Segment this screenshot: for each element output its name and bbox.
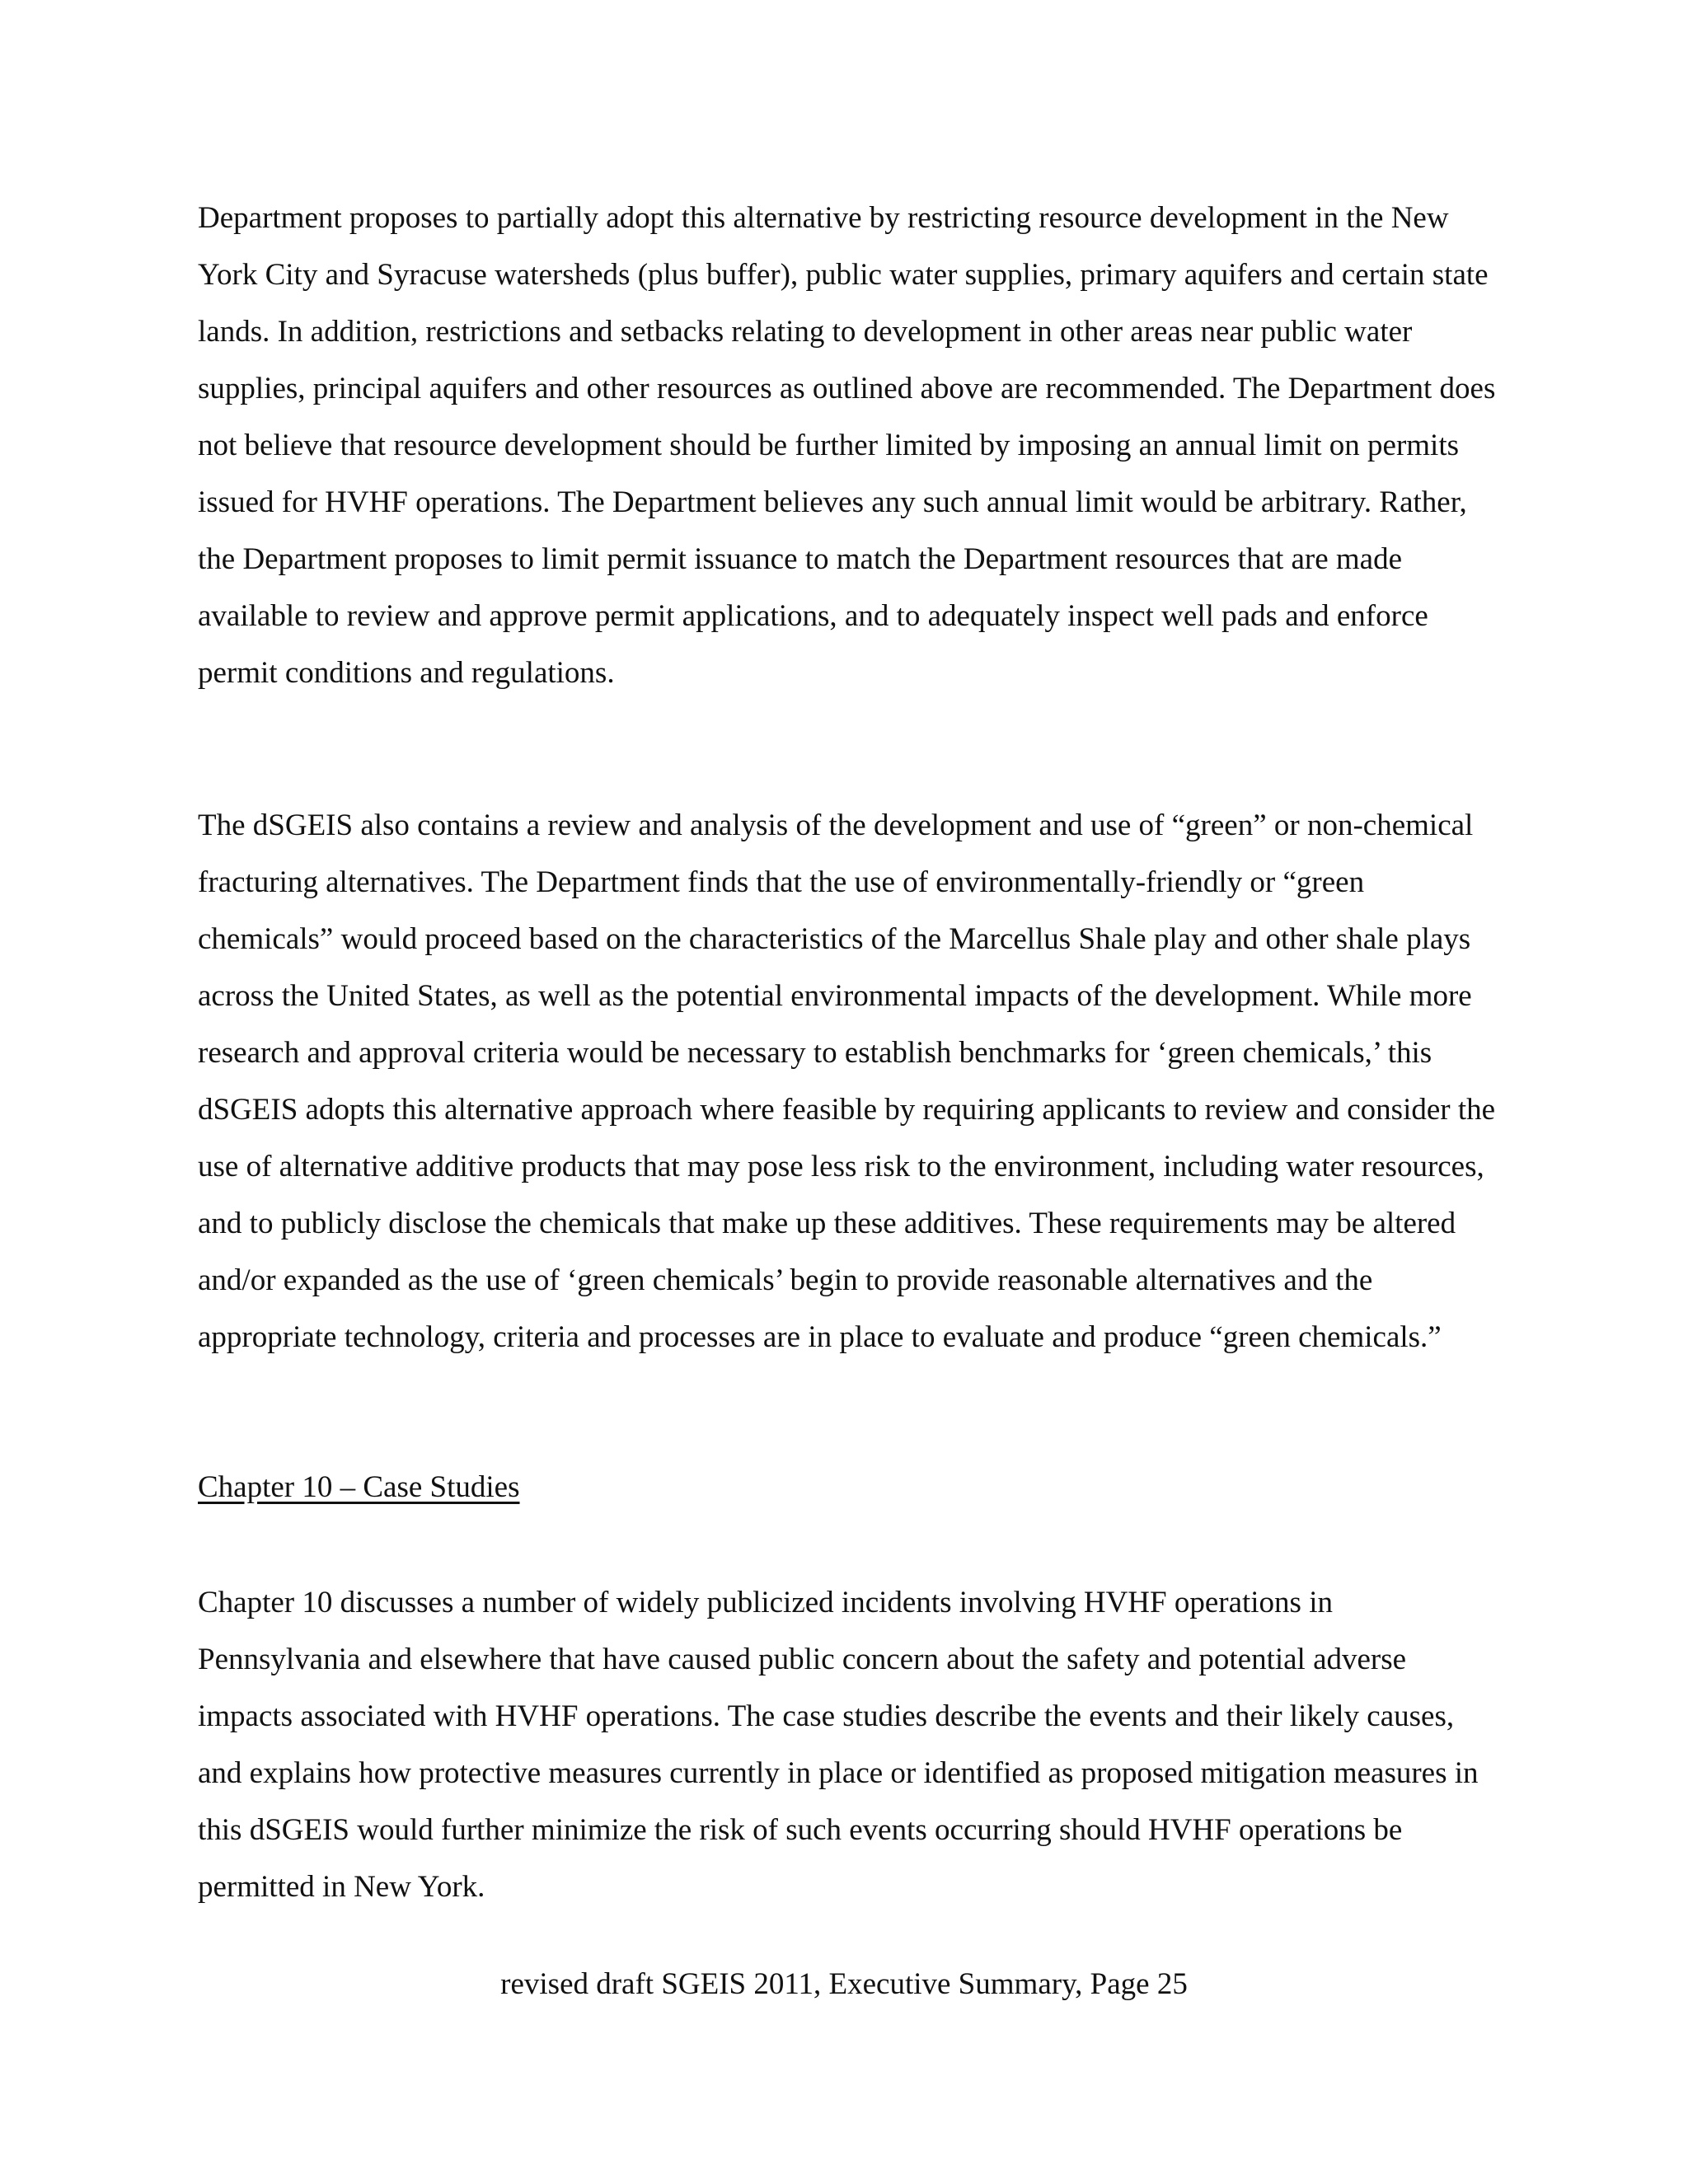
page-footer: revised draft SGEIS 2011, Executive Summary, Page 25 [500,1967,1188,2001]
section-heading: Chapter 10 – Case Studies [198,1470,520,1504]
paragraph-green-chemicals: The dSGEIS also contains a review and analysis of the development and use of “green” or non-chemical fracturing alternatives. The Department finds that the use of environmentally-friendly or “green chemicals” would proceed based on the characteristics of the Marcellus Shale play and other shale plays across the United States, as well as the potential environmental impacts of the development. While more research and approval criteria would be necessary to establish benchmarks for ‘green chemicals,’ this dSGEIS adopts this alternative approach where feasible by requiring applicants to review and consider the use of alternative additive products that may pose less risk to the environment, including water resources, and to publicly disclose the chemicals that make up these additives. These requirements may be altered and/or expanded as the use of ‘green chemicals’ begin to provide reasonable alternatives and the appropriate technology, criteria and processes are in place to evaluate and produce “green chemicals.” [198,808,1496,1354]
paragraph-case-studies: Chapter 10 discusses a number of widely publicized incidents involving HVHF operations in Pennsylvania and elsewhere that have caused public concern about the safety and potential adverse impacts associated with HVHF operations. The case studies describe the events and their likely causes, and explains how protective measures currently in place or identified as proposed mitigation measures in this dSGEIS would further minimize the risk of such events occurring should HVHF operations be permitted in New York. [198,1586,1479,1904]
paragraph-alternatives-adoption: Department proposes to partially adopt this alternative by restricting resource development in the New York City and Syracuse watersheds (plus buffer), public water supplies, primary aquifers and certain state lands. In addition, restrictions and setbacks relating to development in other areas near public water supplies, principal aquifers and other resources as outlined above are recommended. The Department does not believe that resource development should be further limited by imposing an annual limit on permits issued for HVHF operations. The Department believes any such annual limit would be arbitrary. Rather, the Department proposes to limit permit issuance to match the Department resources that are made available to review and approve permit applications, and to adequately inspect well pads and enforce permit conditions and regulations. [198,201,1496,690]
